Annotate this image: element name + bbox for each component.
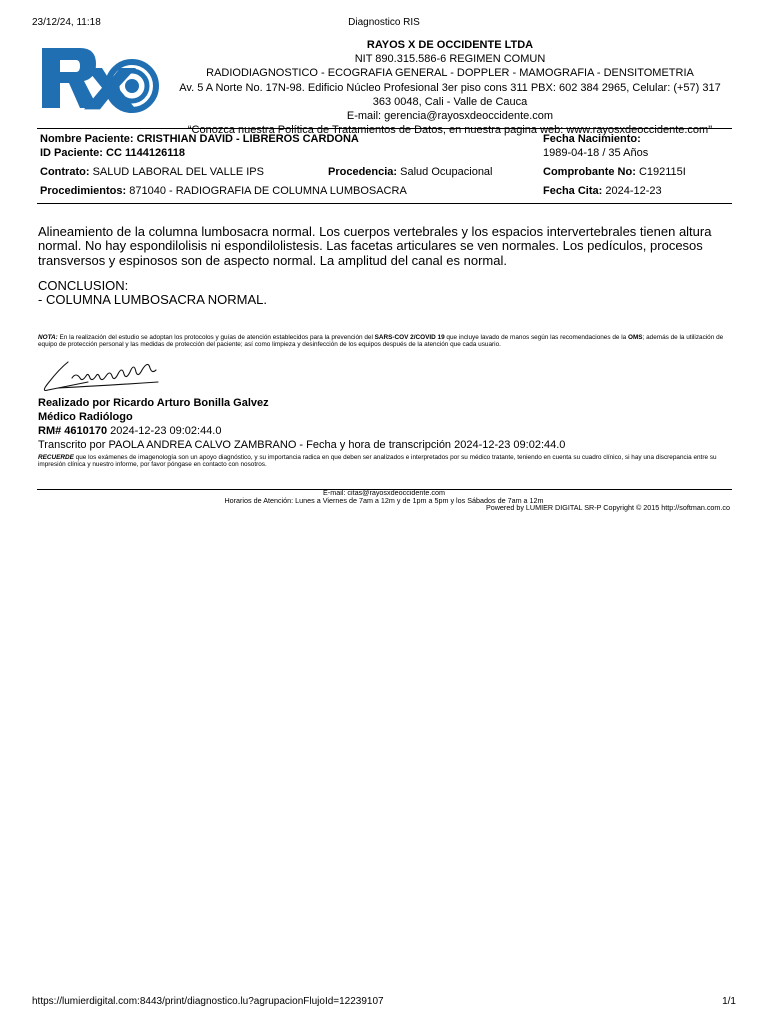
conclusion-text: - COLUMNA LUMBOSACRA NORMAL. [38, 292, 267, 308]
transcribed-by: Transcrito por PAOLA ANDREA CALVO ZAMBRANO - Fecha y hora de transcripción 2024-12-23 09:02:44.0 [38, 439, 566, 451]
procedure-label: Procedimientos: [40, 185, 127, 197]
patient-top-rule [37, 128, 732, 129]
conclusion-title: CONCLUSION: [38, 278, 129, 293]
print-doc-title: Diagnostico RIS [348, 17, 420, 28]
nota-text-b: que incluye lavado de manos según las recomendaciones de la [444, 334, 628, 341]
contract-value: SALUD LABORAL DEL VALLE IPS [92, 166, 264, 178]
recuerde-text: que los exámenes de imagenología son un apoyo diagnóstico, y su importancia radica en que deben ser analizados e interpretados por su médico tratante, teniendo en cuenta su cuadro clínico, si hay una discrepancia entre su impresión clínica y nuestro informe, por favor póngase en contacto con nosotros. [38, 454, 717, 469]
patient-id-value: CC 1144126118 [106, 147, 185, 159]
voucher-value: C192115I [638, 166, 686, 178]
rm-line [38, 424, 738, 438]
birth-label-text: Fecha Nacimiento: [543, 133, 641, 145]
appointment-label: Fecha Cita: [543, 185, 603, 197]
findings-line-3: transversos y espinosos son de aspecto normal. La amplitud del canal es normal. [38, 252, 507, 268]
company-name: RAYOS X DE OCCIDENTE LTDA [366, 39, 534, 51]
covid-note [38, 334, 738, 349]
data-policy: “Conozca nuestra Política de Tratamientos de Datos, en nuestra pagina web: www.rayosxdeoccidente.com" [187, 124, 713, 137]
procedure [40, 184, 407, 198]
footer-hours: Horarios de Atención: Lunes a Viernes de 7am a 12m y de 1pm a 5pm y los Sábados de 7am a 12m [224, 496, 544, 505]
patient-id-label: ID Paciente: [40, 147, 103, 159]
handwritten-signature [38, 352, 173, 397]
patient-name-value: CRISTHIAN DAVID - LIBREROS CARDONA [136, 133, 359, 145]
contract [40, 165, 264, 179]
print-datetime: 23/12/24, 11:18 [32, 17, 101, 28]
company-email: E-mail: gerencia@rayosxdeoccidente.com [346, 110, 554, 123]
signer-block [38, 396, 738, 452]
birth-label [543, 132, 641, 146]
letterhead [165, 38, 735, 137]
report-findings [38, 225, 738, 268]
recuerde-label: RECUERDE [38, 454, 74, 461]
patient-name-label: Nombre Paciente: [40, 133, 134, 145]
patient-id [40, 146, 185, 160]
nota-text-c: ; además de la utilización de equipo de protección personal y las medidas de protección del paciente; así como limpieza y desinfección de los equipos después de la atención que cada usuario. [38, 334, 724, 349]
patient-name [40, 132, 359, 146]
company-address-1: Av. 5 A Norte No. 17N-98. Edificio Núcleo Profesional 3er piso cons 311 PBX: 602 384 2965, Celular: (+57) 317 [179, 81, 721, 94]
performed-by: Realizado por Ricardo Arturo Bonilla Galvez [38, 397, 269, 409]
company-nit: NIT 890.315.586-6 REGIMEN COMUN [354, 53, 546, 66]
origin-label: Procedencia: [328, 166, 398, 178]
voucher-label: Comprobante No: [543, 166, 636, 178]
voucher [543, 165, 686, 179]
signer-role: Médico Radiólogo [38, 411, 133, 423]
print-url: https://lumierdigital.com:8443/print/diagnostico.lu?agrupacionFlujoId=12239107 [32, 996, 384, 1007]
report-conclusion [38, 279, 738, 308]
nota-text-a: En la realización del estudio se adoptan los protocolos y guías de atención establecidos para la prevención del [57, 334, 375, 341]
company-services: RADIODIAGNOSTICO - ECOGRAFIA GENERAL - DOPPLER - MAMOGRAFIA - DENSITOMETRIA [206, 67, 694, 80]
procedure-value: 871040 - RADIOGRAFIA DE COLUMNA LUMBOSACRA [129, 185, 407, 197]
nota-covid: SARS-COV 2/COVID 19 [374, 334, 445, 341]
rm-datetime: 2024-12-23 09:02:44.0 [107, 425, 222, 437]
findings-line-1: Alineamiento de la columna lumbosacra normal. Los cuerpos vertebrales y los espacios intervertebrales tienen altura [38, 224, 712, 239]
patient-bottom-rule [37, 203, 732, 204]
company-address-2: 363 0048, Cali - Valle de Cauca [372, 95, 528, 108]
footer-powered: Powered by LUMIER DIGITAL SR-P Copyright © 2015 http://softman.com.co [485, 503, 730, 512]
appointment-value: 2024-12-23 [605, 185, 662, 197]
origin-value: Salud Ocupacional [400, 166, 493, 178]
findings-line-2: normal. No hay espondilolisis ni espondilolistesis. Las facetas articulares se ven normales. Los pedículos, procesos [38, 238, 703, 254]
footer-email: E-mail: citas@rayosxdeoccidente.com [323, 488, 445, 497]
contract-label: Contrato: [40, 166, 90, 178]
nota-oms: OMS [627, 334, 643, 341]
print-page-number: 1/1 [722, 996, 736, 1007]
reminder-note [38, 454, 738, 469]
origin [328, 165, 493, 179]
nota-label: NOTA: [38, 334, 58, 341]
appointment-date [543, 184, 662, 198]
rxo-logo [40, 42, 162, 122]
birth-value: 1989-04-18 / 35 Años [543, 147, 649, 159]
rm-number: RM# 4610170 [38, 425, 108, 437]
